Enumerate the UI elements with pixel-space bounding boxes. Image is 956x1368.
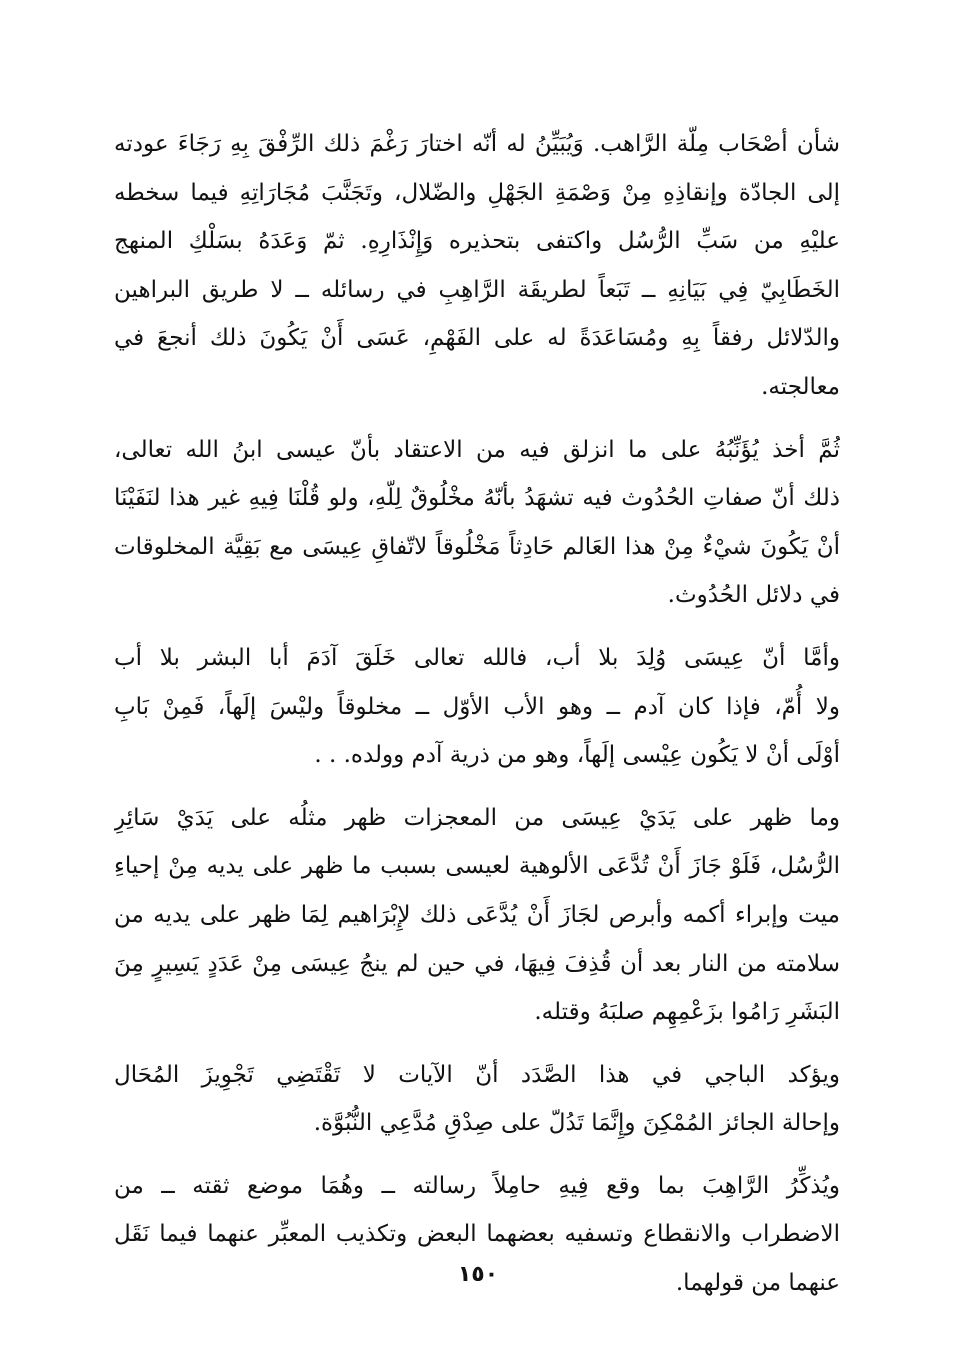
text-line: ويُذكِّرُ الرَّاهِبَ بما وقع فِيهِ حامِلاً رسالته ــ وهُمَا موضع ثقته ــ من (114, 1172, 840, 1199)
text-line: الرُّسُل، فَلَوْ جَازَ أَنْ تُدَّعَى الألوهية لعيسى بسبب ما ظهر على يديه مِنْ إحياءِ (114, 853, 840, 880)
page-body (114, 120, 840, 1308)
text-line: في دلائل الحُدُوث. (667, 582, 840, 609)
text-line: ويؤكد الباجي في هذا الصَّدَد أنّ الآيات لا تَقْتَضِي تَجْوِيزَ المُحَال (114, 1061, 840, 1088)
text-line: البَشَرِ رَامُوا بزَعْمِهِم صلبَهُ وقتله. (534, 999, 840, 1026)
paragraph-3 (114, 634, 840, 780)
text-line: سلامته من النار بعد أن قُذِفَ فِيهَا، في حين لم ينجُ عِيسَى مِنْ عَدَدٍ يَسِيرٍ مِنَ (114, 950, 840, 977)
text-line: ثُمَّ أخذ يُؤَنِّبُهُ على ما انزلق فيه من الاعتقاد بأنّ عيسى ابنُ الله تعالى، (114, 436, 840, 463)
paragraph-5 (114, 1051, 840, 1148)
text-line: أنْ يَكُونَ شيْءٌ مِنْ هذا العَالم حَادِثاً مَخْلُوقاً لاتّفاقِ عِيسَى مع بَقِيَّة المخلوقات (114, 533, 840, 560)
text-line: وما ظهر على يَدَيْ عِيسَى من المعجزات ظهر مثلُه على يَدَيْ سَائِرِ (114, 804, 840, 831)
text-line: الاضطراب والانقطاع وتسفيه بعضهما البعض وتكذيب المعبِّر عنهما فيما نَقَل (114, 1221, 840, 1248)
text-line: والدّلائل رفقاً بِهِ ومُسَاعَدَةً له على الفَهْمِ، عَسَى أَنْ يَكُونَ ذلك أنجعَ في (114, 325, 840, 352)
paragraph-1 (114, 120, 840, 412)
text-line: ولا أُمّ، فإذا كان آدم ــ وهو الأب الأوّل ــ مخلوقاً وليْسَ إلَهاً، فَمِنْ بَابِ (114, 693, 840, 720)
text-line: ذلك أنّ صفاتِ الحُدُوث فيه تشهَدُ بأنّهُ مخْلُوقٌ لِلّهِ، ولو قُلْنَا فِيهِ غير هذا لنَفَيْنَا (114, 485, 840, 512)
text-line: شأن أصْحَاب مِلّة الرَّاهب. وَيُبَيِّنُ له أنّه اختارَ رَغْمَ ذلك الرِّفْقَ بِهِ رَجَاءَ عودته (114, 131, 840, 157)
paragraph-2 (114, 426, 840, 620)
text-line: وأمَّا أنّ عِيسَى وُلِدَ بلا أب، فالله تعالى خَلَقَ آدَمَ أبا البشر بلا أب (114, 644, 840, 671)
page-number: ١٥٠ (457, 1262, 499, 1287)
text-line: عنهما من قولهما. (675, 1270, 840, 1297)
text-line: ميت وإبراء أكمه وأبرص لجَازَ أَنْ يُدَّعَى ذلك لإِبْرَاهيم لِمَا ظهر على يديه من (114, 901, 840, 928)
text-line: عليْهِ من سَبِّ الرُّسُل واكتفى بتحذيره وَإِنْذَارِهِ. ثمّ وَعَدَهُ بسَلْكِ المنهج (114, 228, 840, 255)
text-line: أوْلَى أنْ لا يَكُون عِيْسى إلَهاً، وهو من ذرية آدم وولده. . . (314, 742, 840, 769)
paragraph-4 (114, 794, 840, 1037)
text-line: معالجته. (761, 373, 840, 400)
text-line: إلى الجادّة وإنقاذِهِ مِنْ وَصْمَةِ الجَهْلِ والضّلال، وتَجَنَّبَ مُجَارَاتِهِ فيما سخطه (114, 179, 840, 206)
text-line: وإحالة الجائز المُمْكِنَ وإِنَّمَا تَدُلّ على صِدْقِ مُدَّعِي النُّبُوَّة. (313, 1110, 840, 1137)
text-line: الخَطَابِيّ فِي بَيَانِهِ ــ تَبَعاً لطريقَة الرَّاهِبِ في رسائله ــ لا طريق البراهين (114, 276, 840, 303)
